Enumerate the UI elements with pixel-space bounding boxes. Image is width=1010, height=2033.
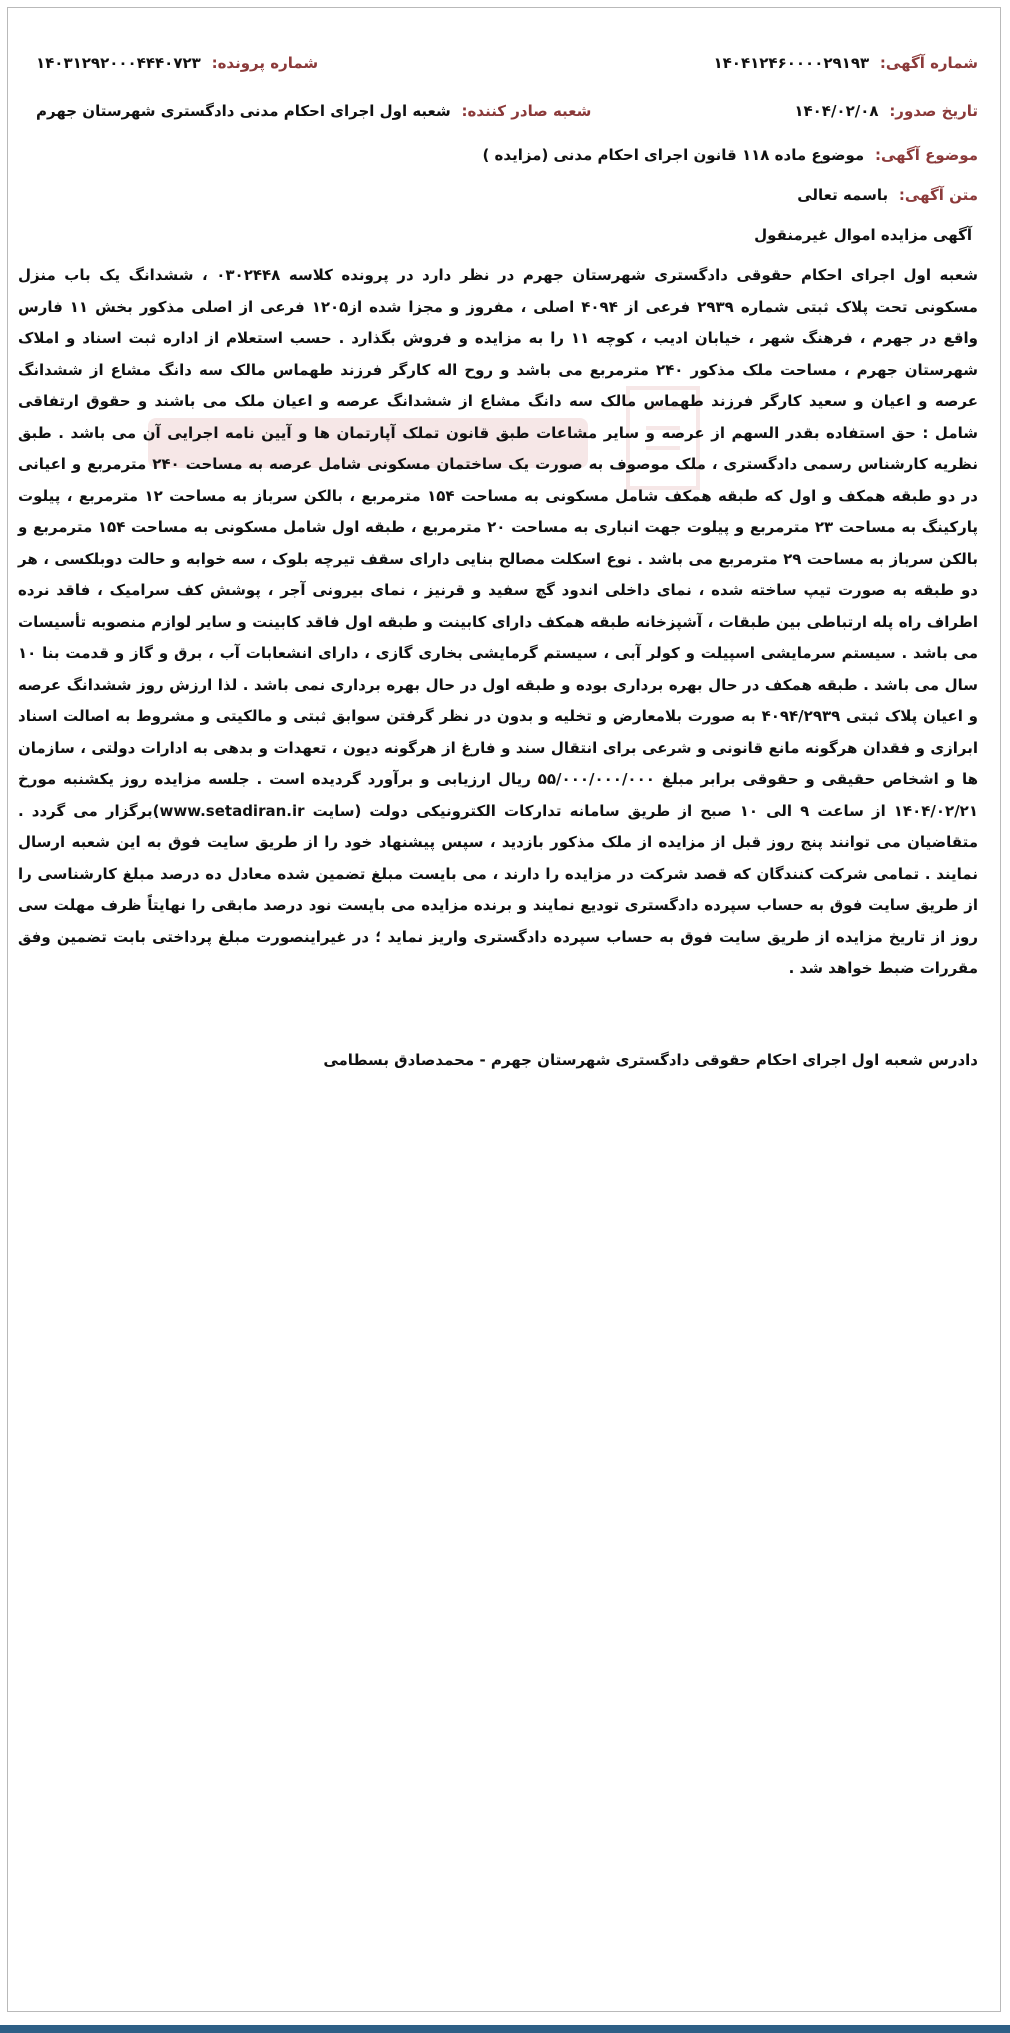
notice-frame bbox=[7, 7, 1001, 2012]
subject-label: موضوع آگهی: bbox=[874, 146, 978, 164]
issuing-branch-value: شعبه اول اجرای احکام مدنی دادگستری شهرستان جهرم bbox=[36, 102, 451, 120]
case-number-field bbox=[36, 54, 318, 72]
bottom-bar bbox=[0, 2025, 1010, 2033]
header-row-1 bbox=[18, 44, 978, 82]
notice-heading: آگهی مزایده اموال غیرمنقول bbox=[754, 226, 972, 244]
subject-value: موضوع ماده ۱۱۸ قانون اجرای احکام مدنی (مزایده ) bbox=[482, 146, 865, 164]
notice-content bbox=[18, 44, 978, 1069]
notice-signature: دادرس شعبه اول اجرای احکام حقوقی دادگستری شهرستان جهرم - محمدصادق بسطامی bbox=[323, 1050, 978, 1069]
notice-body: شعبه اول اجرای احکام حقوقی دادگستری شهرستان جهرم در نظر دارد در پرونده کلاسه ۰۳۰۲۴۴۸ ، ششدانگ یک باب منزل مسکونی تحت پلاک ثبتی شماره ۲۹۳۹ فرعی از ۴۰۹۴ اصلی ، مفروز و مجزا شده از۱۲۰۵ فرعی از اصلی مذکور بخش ۱۱ فارس واقع در جهرم ، فرهنگ شهر ، خیابان ادیب ، کوچه ۱۱ را به مزایده و فروش بگذارد . حسب استعلام از اداره ثبت اسناد و املاک شهرستان جهرم ، مساحت ملک مذکور ۲۴۰ مترمربع می باشد و روح اله کارگر فرزند طهماس مالک سه دانگ مشاع از ششدانگ عرصه و اعیان و سعید کارگر فرزند طهماس مالک سه دانگ مشاع از ششدانگ عرصه و اعیان ملک می باشند و حقوق ارتفاقی شامل : حق استفاده بقدر السهم از عرصه و سایر مشاعات طبق قانون تملک آپارتمان ها و آیین نامه اجرایی آن می باشد . طبق نظریه کارشناس رسمی دادگستری ، ملک موصوف به صورت یک ساختمان مسکونی شامل عرصه به مساحت ۲۴۰ مترمربع و اعیانی در دو طبقه همکف و اول که طبقه همکف شامل مسکونی به مساحت ۱۵۴ مترمربع ، بالکن سرباز به مساحت ۱۲ مترمربع ، پیلوت پارکینگ به مساحت ۲۳ مترمربع و پیلوت جهت انباری به مساحت ۲۰ مترمربع ، طبقه اول شامل مسکونی به مساحت ۱۵۴ مترمربع و بالکن سرباز به مساحت ۲۹ مترمربع می باشد . نوع اسکلت مصالح بنایی دارای سقف تیرچه بلوک ، سه خوابه و حالت دوبلکسی ، هر دو طبقه به صورت تیپ ساخته شده ، نمای داخلی اندود گچ سفید و قرنیز ، نمای بیرونی آجر ، پوشش کف سرامیک ، فاقد نرده اطراف راه پله ارتباطی بین طبقات ، آشپزخانه طبقه همکف دارای کابینت و طبقه اول فاقد کابینت و سایر لوازم منصوبه تأسیسات می باشد . سیستم سرمایشی اسپیلت و کولر آبی ، سیستم گرمایشی بخاری گازی ، دارای انشعابات آب ، برق و گاز و قدمت بنا ۱۰ سال می باشد . طبقه همکف در حال بهره برداری بوده و طبقه اول در حال بهره برداری نمی باشد . لذا ارزش روز ششدانگ عرصه و اعیان پلاک ثبتی ۴۰۹۴/۲۹۳۹ به صورت بلامعارض و تخلیه و بدون در نظر گرفتن سوابق ثبتی و مالکیتی و مشروط به اصالت اسناد ابرازی و فقدان هرگونه مانع قانونی و شرعی برای انتقال سند و فارغ از هرگونه دیون ، تعهدات و بدهی به ادارات دولتی ، سازمان ها و اشخاص حقیقی و حقوقی برابر مبلغ ۵۵/۰۰۰/۰۰۰/۰۰۰ ریال ارزیابی و برآورد گردیده است . جلسه مزایده روز یکشنبه مورخ ۱۴۰۴/۰۲/۲۱ از ساعت ۹ الی ۱۰ صبح از طریق سامانه تدارکات الکترونیکی دولت (سایت www.setadiran.ir)برگزار می گردد . متقاضیان می توانند پنج روز قبل از مزایده از ملک مذکور بازدید ، سپس پیشنهاد خود را از طریق سایت فوق به این شعبه ارسال نمایند . تمامی شرکت کنندگان که قصد شرکت در مزایده را دارند ، می بایست مبلغ تضمین شده معادل ده درصد مبلغ کارشناسی را از طریق سایت فوق به حساب سپرده دادگستری تودیع نمایند و برنده مزایده می بایست نود درصد مابقی را نهایتاً ظرف مهلت سی روز از تاریخ مزایده از طریق سایت فوق به حساب سپرده دادگستری واریز نماید ؛ در غیراینصورت مبلغ پرداختی بابت تضمین وفق مقررات ضبط خواهد شد . bbox=[18, 266, 979, 977]
notice-number-field bbox=[713, 54, 978, 72]
issue-date-value: ۱۴۰۴/۰۲/۰۸ bbox=[794, 102, 879, 120]
notice-number-value: ۱۴۰۴۱۲۴۶۰۰۰۰۲۹۱۹۳ bbox=[713, 54, 870, 72]
issuing-branch-field bbox=[36, 102, 591, 120]
subject-line bbox=[18, 146, 978, 164]
notice-text-line bbox=[18, 186, 978, 204]
issue-date-label: تاریخ صدور: bbox=[889, 102, 978, 120]
case-number-label: شماره پرونده: bbox=[211, 54, 319, 72]
header-row-2 bbox=[18, 92, 978, 130]
notice-text-label: متن آگهی: bbox=[898, 186, 978, 204]
case-number-value: ۱۴۰۳۱۲۹۲۰۰۰۴۴۴۰۷۲۳ bbox=[36, 54, 201, 72]
issue-date-field bbox=[794, 102, 978, 120]
notice-number-label: شماره آگهی: bbox=[879, 54, 978, 72]
issuing-branch-label: شعبه صادر کننده: bbox=[461, 102, 592, 120]
opening-phrase: باسمه تعالی bbox=[797, 186, 889, 204]
